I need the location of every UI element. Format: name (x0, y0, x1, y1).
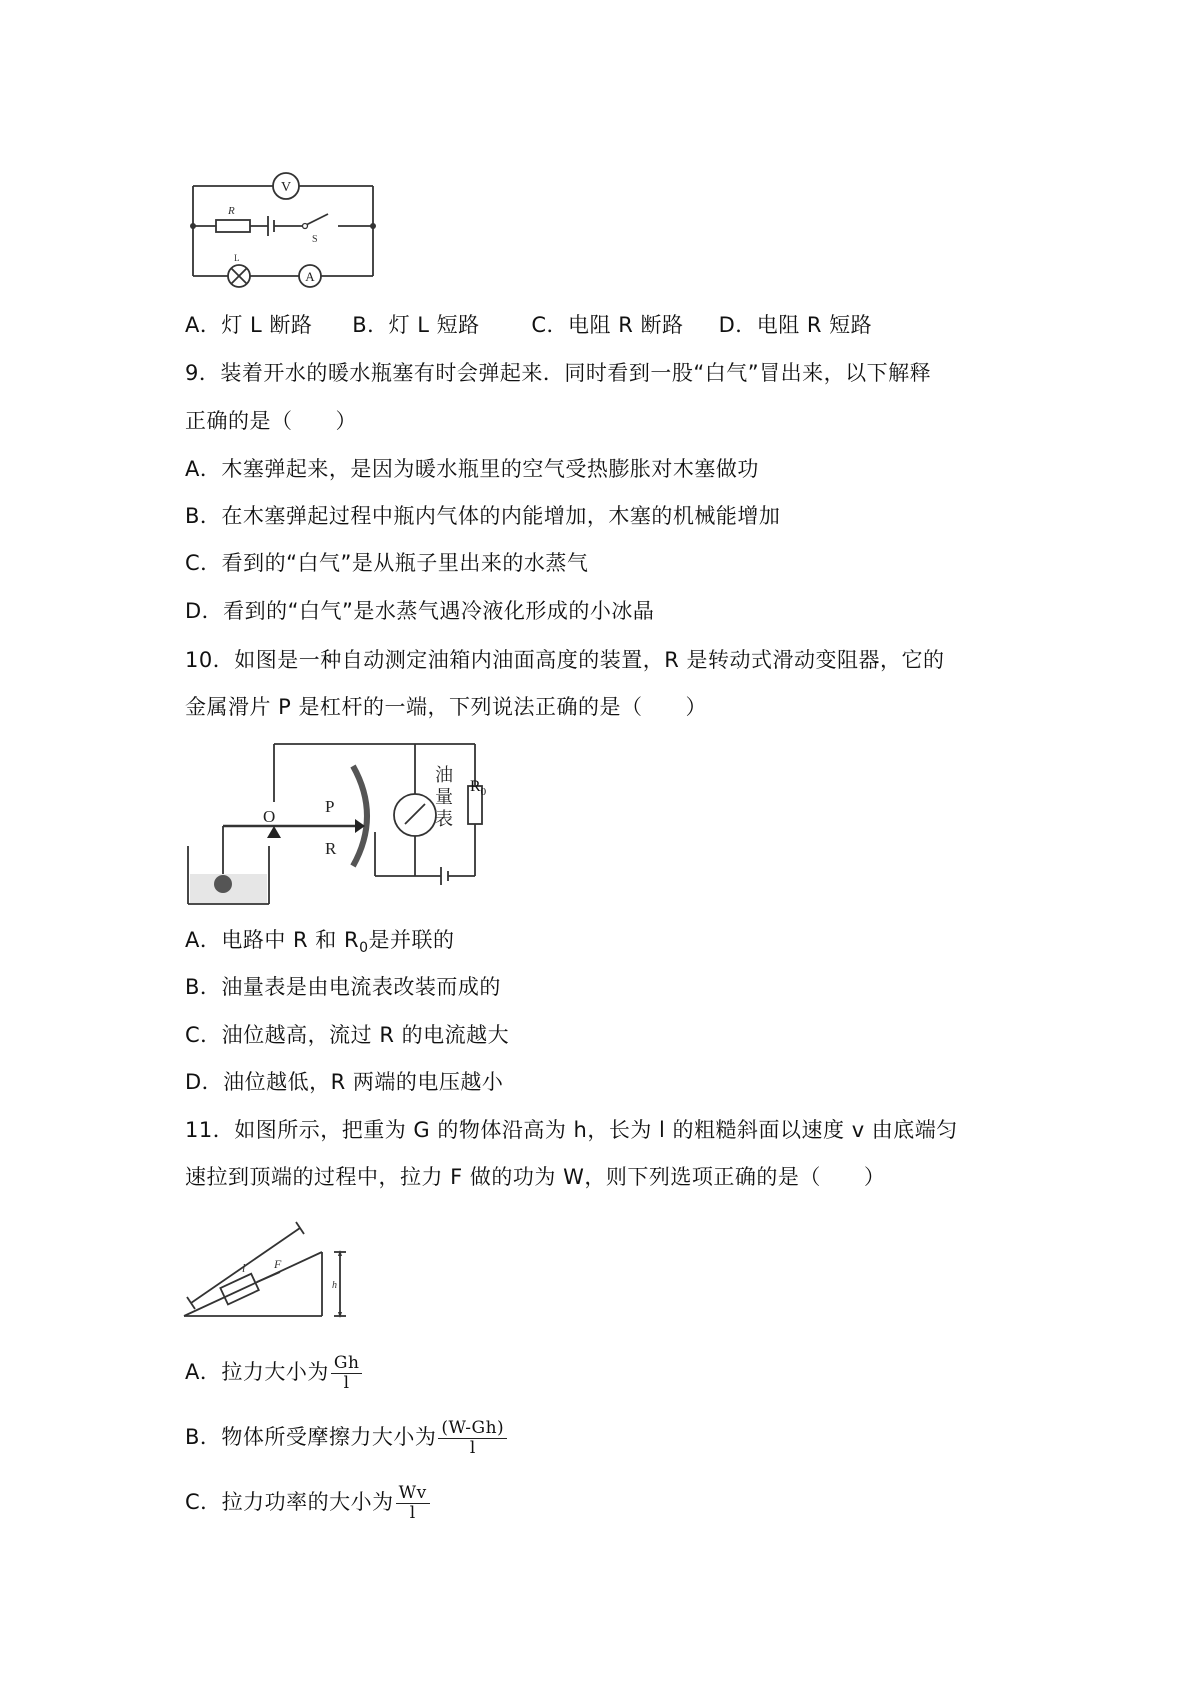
q8-options (185, 310, 872, 340)
q10-option-c: C．油位越高，流过 R 的电流越大 (185, 1023, 510, 1047)
q11-incline-figure (182, 1212, 357, 1322)
q9-option-d: D．看到的“白气”是水蒸气遇冷液化形成的小冰晶 (185, 599, 655, 623)
q9-stem-line2: 正确的是（ ） (185, 409, 357, 433)
q8-option-d: D．电阻 R 短路 (718, 313, 873, 337)
q11-option-a: A．拉力大小为 $\frac{Gh}{l}$ (185, 1348, 362, 1396)
q9-option-b: B．在木塞弹起过程中瓶内气体的内能增加，木塞的机械能增加 (185, 504, 781, 528)
fraction-a: $\frac{Gh}{l}$ (331, 1354, 363, 1393)
q10-option-a: A．电路中 R 和 $R_0$是并联的 (185, 928, 455, 957)
q10-oil-gauge-figure (185, 736, 485, 916)
q8-option-b: B．灯 L 短路 (352, 313, 480, 337)
q8-option-c: C．电阻 R 断路 (531, 313, 684, 337)
q9-option-a: A．木塞弹起来，是因为暖水瓶里的空气受热膨胀对木塞做功 (185, 457, 759, 481)
q11-option-c: C．拉力功率的大小为 $\frac{Wv}{l}$ (185, 1478, 430, 1526)
force-label: F (274, 1257, 282, 1271)
fraction-b: $\frac{(W-Gh)}{l}$ (438, 1419, 507, 1458)
slider-label: P (325, 797, 335, 816)
q8-option-a: A．灯 L 断路 (185, 313, 313, 337)
r0-label-text: $R_0$ (470, 778, 487, 799)
oil-meter-label: 油 量 表 (435, 765, 453, 830)
q9-stem-line1: 9．装着开水的暖水瓶塞有时会弹起来．同时看到一股“白气”冒出来，以下解释 (185, 361, 932, 385)
q8-circuit-figure (188, 158, 383, 293)
ammeter-label: A (305, 269, 315, 284)
switch-label: S (312, 234, 318, 245)
fraction-c: $\frac{Wv}{l}$ (396, 1484, 430, 1523)
height-label: h (332, 1280, 337, 1291)
q10-option-b: B．油量表是由电流表改装而成的 (185, 975, 501, 999)
q10-stem-line2: 金属滑片 P 是杠杆的一端，下列说法正确的是（ ） (185, 695, 708, 719)
variable-resistor-label: R (325, 839, 337, 858)
q11-stem-line1: 11．如图所示，把重为 G 的物体沿高为 h，长为 l 的粗糙斜面以速度 v 由底端匀 (185, 1118, 958, 1142)
q10-option-d: D．油位越低，R 两端的电压越小 (185, 1070, 504, 1094)
q9-option-c: C．看到的“白气”是从瓶子里出来的水蒸气 (185, 551, 589, 575)
voltmeter-label: V (280, 180, 292, 195)
length-label: l (242, 1261, 246, 1275)
q11-option-b: B．物体所受摩擦力大小为 $\frac{(W-Gh)}{l}$ (185, 1413, 507, 1461)
resistor-label: R (228, 205, 235, 217)
lamp-label: L (234, 253, 240, 263)
pivot-label: O (263, 807, 276, 826)
q11-stem-line2: 速拉到顶端的过程中，拉力 F 做的功为 W，则下列选项正确的是（ ） (185, 1165, 886, 1189)
q10-stem-line1: 10．如图是一种自动测定油箱内油面高度的装置，R 是转动式滑动变阻器，它的 (185, 648, 945, 672)
